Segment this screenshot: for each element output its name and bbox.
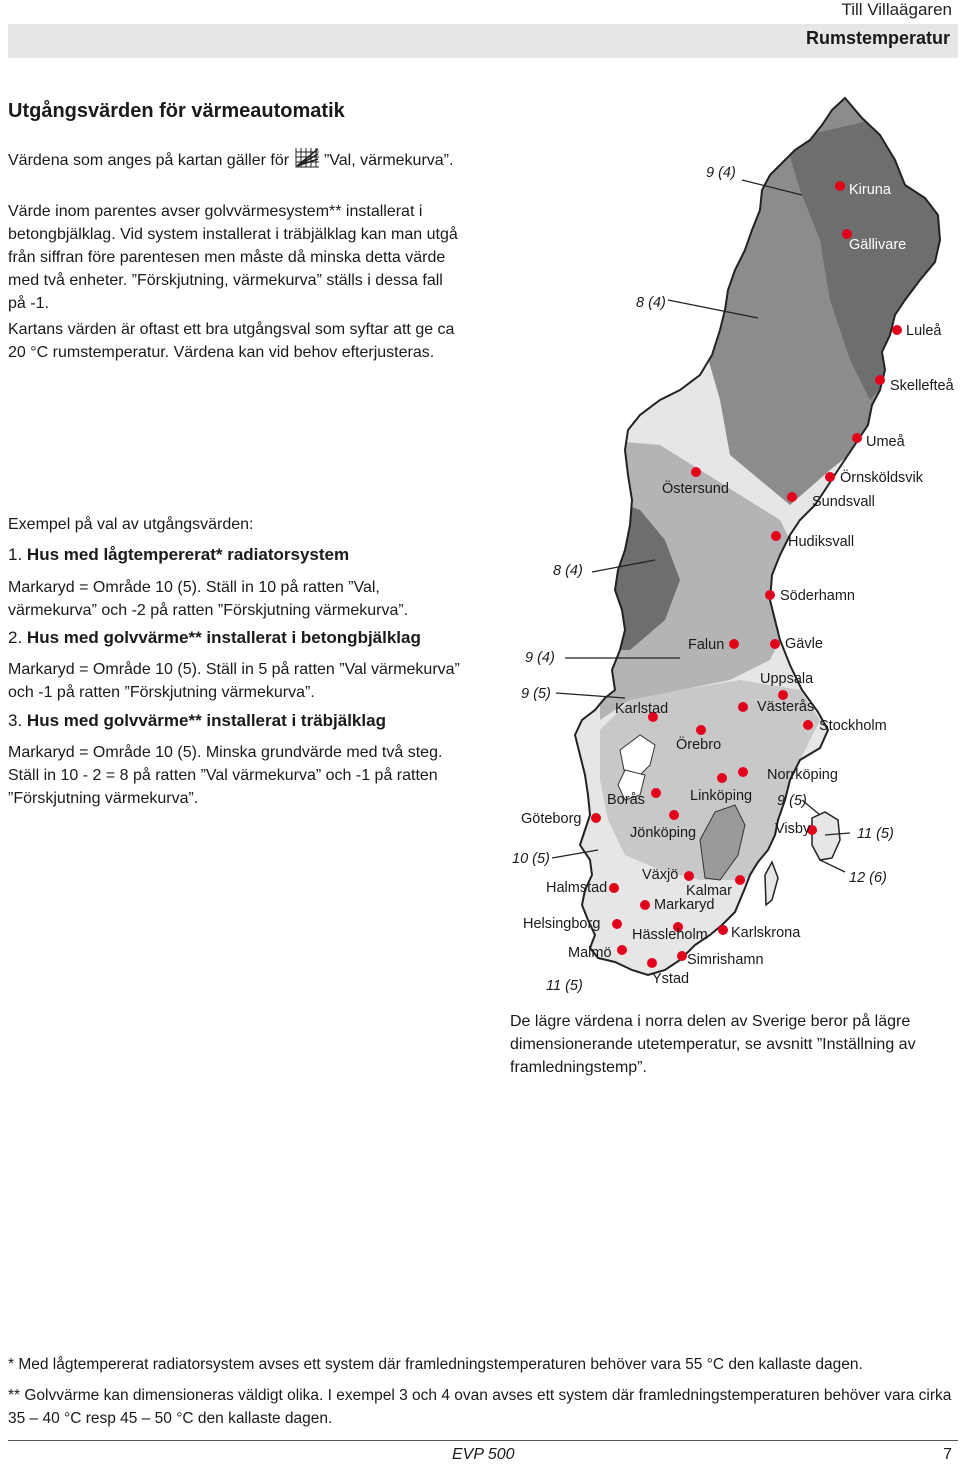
zone-label-12-6: 12 (6) [849,870,887,886]
example-1-heading [8,545,349,565]
city-dot-helsingborg [612,919,622,929]
city-label-orebro: Örebro [676,737,722,753]
example-2-heading [8,628,421,648]
city-dot-jonkoping [669,810,679,820]
zone-label-9-4-north: 9 (4) [706,165,736,181]
city-dot-malmo [617,945,627,955]
city-label-helsingborg: Helsingborg [523,916,601,932]
city-dot-boras [651,788,661,798]
footer-divider [8,1440,958,1441]
city-dot-soderhamn [765,590,775,600]
city-dot-ystad [647,958,657,968]
example-1-body: Markaryd = Område 10 (5). Ställ in 10 på ratten ”Val, värmekurva” och -2 på ratten ”Förskjutning värmekurva”. [8,579,409,619]
city-dot-halmstad [609,883,619,893]
city-label-halmstad: Halmstad [546,880,608,896]
city-label-linkoping: Linköping [690,788,753,804]
example-2-number: 2. [8,628,23,647]
city-label-gallivare: Gällivare [849,237,907,253]
city-dot-norrkoping [738,767,748,777]
example-3-heading-text: Hus med golvvärme** installerat i träbjälklag [26,711,386,730]
city-dot-gavle [770,639,780,649]
city-label-skelleftea: Skellefteå [890,378,954,394]
city-label-goteborg: Göteborg [521,811,582,827]
city-label-malmo: Malmö [568,945,612,961]
city-label-stockholm: Stockholm [819,718,887,734]
city-label-gavle: Gävle [785,636,823,652]
zone-label-10-5: 10 (5) [512,851,550,867]
intro-text-after-icon: ”Val, värmekurva”. [319,152,454,169]
city-dot-falun [729,639,739,649]
city-dot-markaryd [640,900,650,910]
section-label: Till Villaägaren [841,0,952,19]
footnote-1: * Med lågtempererat radiatorsystem avses ett system där framledningstemperaturen behöver vara 55 °C den kallaste dagen. [8,1356,863,1373]
city-dot-umea [852,433,862,443]
example-2-body: Markaryd = Område 10 (5). Ställ in 5 på ratten ”Val värmekurva” och -1 på ratten ”Förskjutning värmekurva”. [8,661,460,701]
oland-island [765,862,778,905]
city-dot-goteborg [591,813,601,823]
city-dot-karlskrona [718,925,728,935]
city-label-hudiksvall: Hudiksvall [788,534,855,550]
city-label-karlstad: Karlstad [615,701,669,717]
examples-title: Exempel på val av utgångsvärden: [8,516,254,533]
city-dot-kalmar [735,875,745,885]
city-label-vaxjo: Växjö [642,867,679,883]
city-dot-hudiksvall [771,531,781,541]
city-dot-lulea [892,325,902,335]
city-dot-kiruna [835,181,845,191]
city-dot-ornskoldsvik [825,472,835,482]
gotland-island [812,812,840,860]
city-label-hassleholm: Hässleholm [632,927,708,943]
city-dot-stockholm [803,720,813,730]
intro-paragraph-1 [8,146,460,172]
intro-text-before-icon: Värdena som anges på kartan gäller för [8,152,294,169]
city-label-uppsala: Uppsala [760,671,814,687]
chapter-title: Rumstemperatur [805,28,950,48]
zone-label-11-5-gotland: 11 (5) [857,826,894,842]
city-dot-sundsvall [787,492,797,502]
city-label-lulea: Luleå [906,323,942,339]
intro-paragraph-2: Värde inom parentes avser golvvärmesystem** installerat i betongbjälklag. Vid system installerat i träbjälklag kan man utgå från siffran före parentesen men måste då minska detta värde med två enheter. ”Förskjutning, värmekurva” ställs i dessa fall på -1. [8,203,458,312]
city-dot-simrishamn [677,951,687,961]
intro-paragraph-3: Kartans värden är oftast ett bra utgångsval som syftar att ge ca 20 °C rumstemperatur. Värdena kan vid behov efterjusteras. [8,321,455,361]
zone-label-9-4-mid: 9 (4) [525,650,555,666]
city-label-visby: Visby [775,821,811,837]
map-caption: De lägre värdena i norra delen av Sverige beror på lägre dimensionerande utetemperatur, se avsnitt ”Inställning av framledningstemp”. [510,1013,916,1076]
city-dot-linkoping [717,773,727,783]
city-dot-ostersund [691,467,701,477]
example-2-heading-text: Hus med golvvärme** installerat i betongbjälklag [26,628,421,647]
zone-label-11-5-south: 11 (5) [546,978,583,994]
heating-curve-icon [294,146,320,168]
city-dot-vaxjo [684,871,694,881]
example-3-number: 3. [8,711,23,730]
city-label-karlskrona: Karlskrona [731,925,801,941]
example-1-heading-text: Hus med lågtempererat* radiatorsystem [26,545,350,564]
city-label-norrkoping: Norrköping [767,767,838,783]
page-title: Utgångsvärden för värmeautomatik [8,100,345,122]
zone-label-9-5-west: 9 (5) [521,686,551,702]
sweden-zone-map [505,95,960,1000]
city-label-ostersund: Östersund [662,481,729,497]
footnote-2: ** Golvvärme kan dimensioneras väldigt olika. I exempel 3 och 4 ovan avses ett system där framledningstemperaturen behöver vara cirka 35 – 40 °C resp 45 – 50 °C den kallaste dagen. [8,1387,952,1427]
city-dot-vasteras [738,702,748,712]
city-label-falun: Falun [688,637,725,653]
city-label-boras: Borås [607,792,645,808]
footer-document-name: EVP 500 [452,1446,515,1463]
city-dot-orebro [696,725,706,735]
zone-label-8-4-west: 8 (4) [553,563,583,579]
example-1-number: 1. [8,545,23,564]
example-3-body: Markaryd = Område 10 (5). Minska grundvärde med två steg. Ställ in 10 - 2 = 8 på ratten ”Val värmekurva” och -1 på ratten ”Förskjutning värmekurva”. [8,744,443,807]
city-label-kalmar: Kalmar [686,883,732,899]
city-label-ornskoldsvik: Örnsköldsvik [840,470,923,486]
city-label-umea: Umeå [866,434,905,450]
city-label-ystad: Ystad [652,971,690,987]
city-dot-skelleftea [875,375,885,385]
city-label-jonkoping: Jönköping [630,825,697,841]
city-label-sundsvall: Sundsvall [812,494,875,510]
city-label-soderhamn: Söderhamn [780,588,855,604]
zone-label-9-5-east: 9 (5) [777,793,807,809]
city-label-markaryd: Markaryd [654,897,715,913]
city-label-simrishamn: Simrishamn [687,952,764,968]
example-3-heading [8,711,386,731]
zone-label-8-4-north: 8 (4) [636,295,666,311]
footer-page-number: 7 [943,1446,952,1463]
city-label-kiruna: Kiruna [849,182,891,198]
city-label-vasteras: Västerås [757,699,815,715]
